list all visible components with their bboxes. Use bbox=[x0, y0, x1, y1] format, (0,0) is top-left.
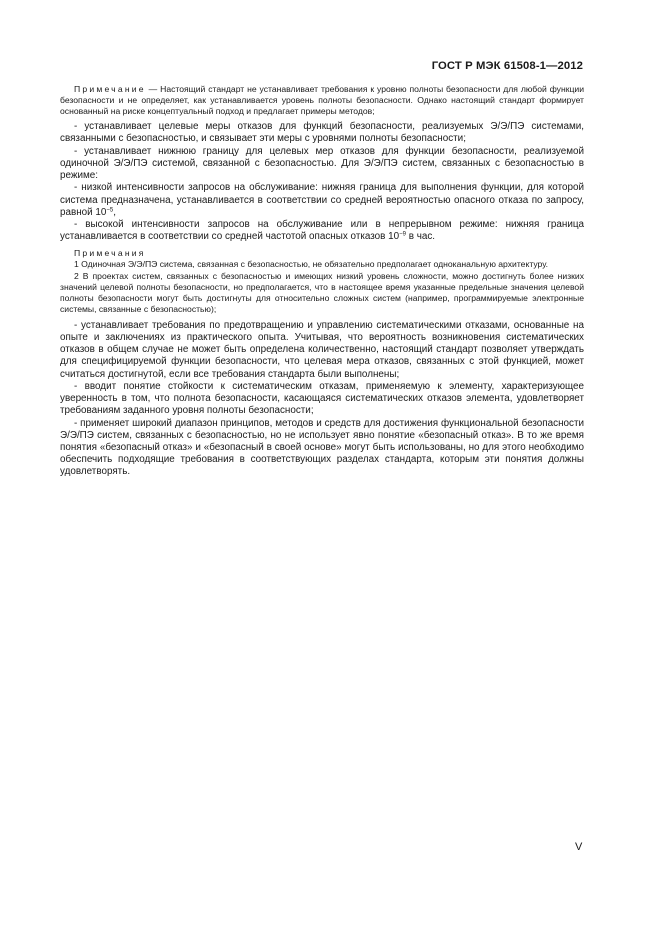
page-content bbox=[60, 84, 584, 479]
bullet-principles: - применяет широкий диапазон принципов, методов и средств для достижения функциональной безопасности Э/Э/ПЭ систем, связанных с безопасностью, но не использует явно понятие «безопасный отказ». В то же время понятия «безопасный отказ» и «безопасный в своей основе» могут быть использованы, но для этого необходимо обеспечить подходящие требования в соответствующих разделах стандарта, которым эти понятия должны удовлетворять. bbox=[60, 417, 584, 478]
note-item-1: 1 Одиночная Э/Э/ПЭ система, связанная с безопасностью, не обязательно предполагает одноканальную архитектуру. bbox=[74, 259, 549, 270]
note-paragraph bbox=[60, 84, 584, 117]
low-demand-exponent: −5 bbox=[106, 207, 114, 214]
high-demand-end: в час. bbox=[406, 231, 436, 243]
low-demand-end: , bbox=[113, 206, 117, 218]
high-demand-exponent: −9 bbox=[399, 231, 406, 238]
document-code: ГОСТ Р МЭК 61508-1—2012 bbox=[431, 60, 583, 72]
note-label: Примечание bbox=[74, 84, 146, 94]
bullet-high-demand bbox=[60, 219, 584, 243]
low-demand-text: - низкой интенсивности запросов на обслуживание: нижняя граница для выполнения функции, для которой система предназначена, устанавливается в соответствии со средней вероятностью опасного отказа по запросу, равной 10 bbox=[60, 182, 584, 218]
bullet-low-demand bbox=[60, 182, 584, 219]
note-item-2: 2 В проектах систем, связанных с безопасностью и имеющих низкий уровень сложности, можно достигнуть более низких значений целевой полноты безопасности, но предполагается, что в настоящее время указанные предельные значения целевой полноты безопасности могут быть достигнуты для относительно сложных систем (например, программируемые электронные системы, связанные с безопасностью); bbox=[60, 270, 584, 314]
note-text: — Настоящий стандарт не устанавливает требования к уровню полноты безопасности для любой функции безопасности и не определяет, как устанавливается уровень полноты безопасности. Однако настоящий стандарт формирует основанный на риске концептуальный подход и предлагает примеры методов; bbox=[60, 84, 584, 117]
bullet-target-measures: - устанавливает целевые меры отказов для функций безопасности, реализуемых Э/Э/ПЭ системами, связанными с безопасностью, и связывает эти меры с уровнями полноты безопасности; bbox=[60, 121, 584, 145]
high-demand-text: - высокой интенсивности запросов на обслуживание или в непрерывном режиме: нижняя граница устанавливается в соответствии со средней частотой опасных отказов 10 bbox=[60, 218, 584, 243]
bullet-systematic-capability: - вводит понятие стойкости к систематическим отказам, применяемую к элементу, характеризующее уверенность в том, что полнота безопасности, касающаяся систематических отказов элемента, удовлетворяет требованиям заданного уровня полноты безопасности; bbox=[60, 380, 584, 417]
bullet-lower-bound: - устанавливает нижнюю границу для целевых мер отказов для функции безопасности, реализуемой одиночной Э/Э/ПЭ системой, связанной с безопасностью. Для Э/Э/ПЭ систем, связанных с безопасностью в режиме: bbox=[60, 145, 584, 182]
page-number: V bbox=[575, 841, 583, 853]
notes-heading: Примечания bbox=[74, 248, 146, 259]
bullet-systematic-failures: - устанавливает требования по предотвращению и управлению систематическими отказами, основанные на опыте и заключениях из практического опыта. Учитывая, что вероятность возникновения систематических отказов в общем случае не может быть определена количественно, настоящий стандарт позволяет утверждать для специфицируемой функции безопасности, что целевая мера отказов, связанных с этой функцией, может считаться достигнутой, если все требования стандарта были выполнены; bbox=[60, 319, 584, 380]
